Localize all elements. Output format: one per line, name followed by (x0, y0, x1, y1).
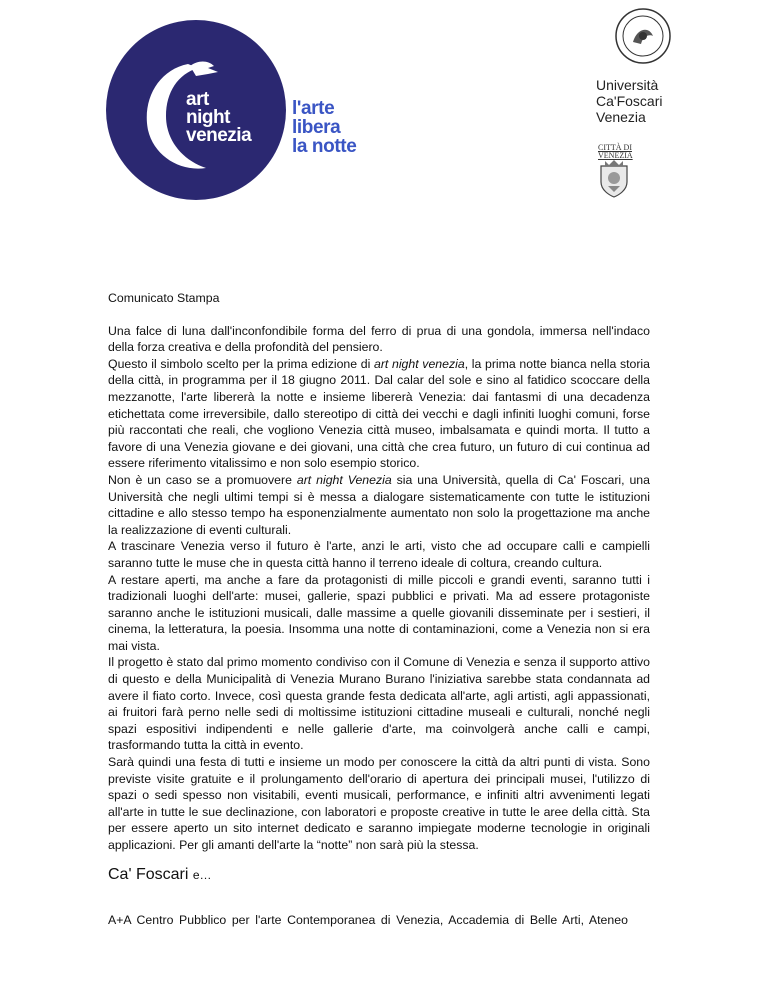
paragraph-6: Il progetto è stato dal primo momento condiviso con il Comune di Venezia e senza il supporto attivo di questo e della Municipalità di Venezia Murano Burano l'iniziativa sarebbe stata condannata ad avere il fiato corto. Invece, così questa grande festa dedicata all'arte, agli artisti, agli appassionati, ai fruitori farà perno nelle sedi di moltissime istituzioni cittadine museali e culturali, nonché negli spazi espositivi indipendenti e nelle gallerie d'arte, ma coinvolgerà anche calli e campi, trasformando tutta la città in evento. (108, 655, 650, 753)
tagline-line-1: l'arte (292, 98, 335, 119)
event-name-emphasis: art night venezia (373, 356, 465, 371)
logo-line-night: night (186, 107, 230, 128)
university-seal-icon (613, 6, 673, 66)
paragraph-4: A trascinare Venezia verso il futuro è l'arte, anzi le arti, visto che ad occupare calli e campielli saranno tutte le muse che in questa città hanno il terreno ideale di coltura, creando cultura. (108, 539, 650, 570)
partners-line: A+A Centro Pubblico per l'arte Contemporanea di Venezia, Accademia di Belle Arti, Ateneo (108, 913, 628, 927)
paragraph-2-text-cont: , la prima notte bianca nella storia della città, in programma per il 18 giugno 2011. Dal calar del sole e sino al fatidico scoccare della mezzanotte, l'arte libererà la notte e insieme libererà Venezia: dai fantasmi di una decadenza etichettata come irreversibile, dallo stereotipo di città dei vecchi e dagli infiniti luoghi comuni, forse più raccontati che reali, che vogliono Venezia città museo, imbalsamata e quindi morta. Il tutto a favore di una Venezia giovane e dei giovani, una città che crea futuro, un futuro di cui continua ad essere riferimento vitalissimo e non solo esempio storico. (108, 356, 651, 471)
city-line-1: CITTÀ DI (598, 143, 632, 152)
art-night-logo (106, 20, 286, 200)
city-line-2: VENEZIA (598, 151, 633, 160)
university-line-3: Venezia (596, 109, 646, 125)
paragraph-2 (108, 356, 650, 472)
paragraph-5: A restare aperti, ma anche a fare da protagonisti di mille piccoli e grandi eventi, saranno tutti i tradizionali luoghi dell'arte: musei, gallerie, spazi pubblici e privati. Ma ad essere protagoniste saranno anche le istituzioni musicali, dalle massime a quelle giovanili disseminate per i sestieri, il cinema, la letteratura, la poesia. Insomma una notte di contaminazioni, come a Venezia non si era mai vista. (108, 572, 650, 653)
tagline (292, 99, 356, 156)
paragraph-2-text: Questo il simbolo scelto per la prima edizione di (108, 356, 374, 371)
university-line-1: Università (596, 77, 659, 93)
paragraph-3 (108, 472, 650, 538)
logo-wordmark (186, 91, 251, 145)
press-release-body (108, 290, 650, 854)
tagline-line-2: libera (292, 117, 341, 138)
logo-line-venezia: venezia (186, 125, 252, 146)
section-title-suffix: e… (192, 868, 212, 882)
section-title-main: Ca' Foscari (108, 866, 193, 883)
venice-coat-of-arms-icon (597, 160, 631, 198)
university-name (596, 77, 662, 125)
document-heading: Comunicato Stampa (108, 291, 220, 305)
paragraph-7: Sarà quindi una festa di tutti e insieme un modo per conoscere la città da altri punti di vista. Sono previste visite gratuite e il prolungamento dell'orario di apertura dei principali musei, l'utilizzo di spazi o sedi spesso non visitabili, eventi musicali, performance, e infiniti altri avvenimenti legati all'arte in tutte le sue declinazione, con laboratori e proposte creative in tutte le aree della città. Sta per essere aperto un sito internet dedicato e saranno impiegate moderne tecnologie in originali applicazioni. Per gli amanti dell'arte la “notte” non sarà più la stessa. (108, 755, 650, 852)
paragraph-1: Una falce di luna dall'inconfondibile forma del ferro di prua di una gondola, immersa nell'indaco della forza creativa e della profondità del pensiero. (108, 323, 650, 355)
event-name-emphasis-2: art night Venezia (296, 472, 392, 487)
paragraph-3-text-cont: sia una Università, quella di Ca' Foscari, una Università che negli ultimi tempi si è messa a dialogare sistematicamente con tutte le istituzioni cittadine e allo stesso tempo ha esponenzialmente aumentato non solo la progettazione ma anche la realizzazione di eventi culturali. (108, 472, 650, 537)
city-of-venice-label (598, 144, 633, 160)
logo-line-art: art (186, 89, 209, 110)
section-title (108, 866, 212, 884)
university-line-2: Ca'Foscari (596, 93, 663, 109)
tagline-line-3: la notte (292, 136, 357, 157)
paragraph-3-text: Non è un caso se a promuovere (108, 472, 297, 487)
